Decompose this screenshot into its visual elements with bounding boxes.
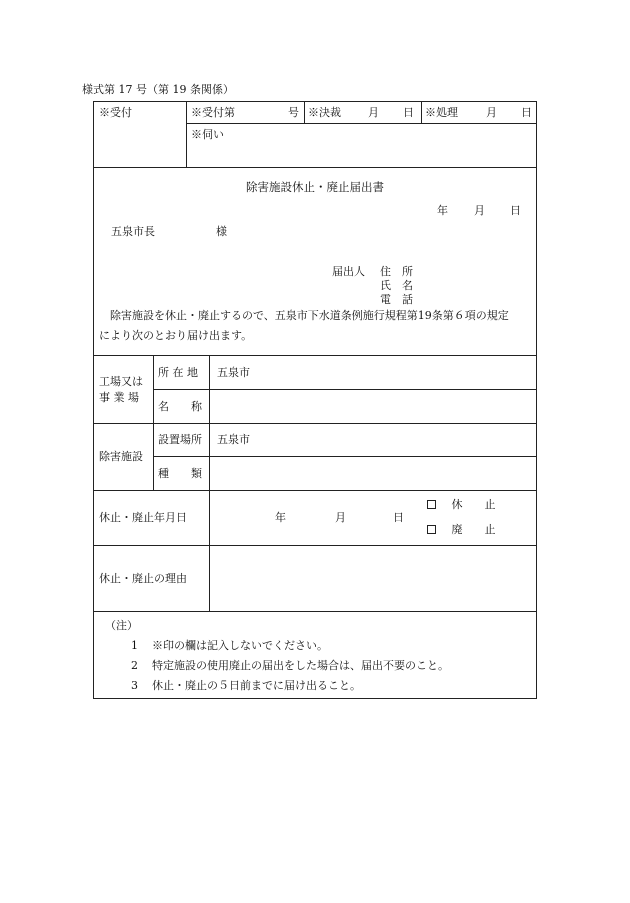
- factory-label-line-2: 事 業 場: [99, 391, 139, 404]
- suspend-checkbox[interactable]: [427, 500, 436, 509]
- receipt-label: ※受付: [99, 106, 132, 119]
- address-label: 住 所: [380, 265, 413, 278]
- installation-label: 設置場所: [158, 433, 202, 446]
- note-3-number: 3: [131, 679, 138, 692]
- note-1-number: 1: [131, 639, 138, 652]
- date-month: 月: [474, 204, 485, 217]
- factory-name-label: 名 称: [158, 400, 202, 413]
- phone-label: 電 話: [380, 293, 413, 306]
- facility-type-label: 種 類: [158, 467, 202, 480]
- name-label: 氏 名: [380, 279, 413, 292]
- note-2-text: 特定施設の使用廃止の届出をした場合は、届出不要のこと。: [152, 659, 449, 672]
- document-title: 除害施設休止・廃止届出書: [246, 180, 384, 194]
- suspend-option[interactable]: [427, 499, 496, 510]
- processing-label: ※処理: [425, 106, 458, 119]
- suspension-year: 年: [275, 511, 286, 524]
- receipt-number-prefix: ※受付第: [191, 106, 235, 119]
- decision-label: ※決裁: [308, 106, 341, 119]
- abolish-option-label: 廃 止: [451, 523, 496, 536]
- form-number: 様式第 17 号（第 19 条関係）: [82, 83, 234, 96]
- reason-label: 休止・廃止の理由: [99, 572, 187, 585]
- note-3-text: 休止・廃止の５日前までに届け出ること。: [152, 679, 361, 692]
- statement-line-1: 除害施設を休止・廃止するので、五泉市下水道条例施行規程第19条第６項の規定: [110, 309, 509, 322]
- location-value[interactable]: 五泉市: [217, 366, 250, 379]
- date-year: 年: [437, 204, 448, 217]
- decision-day: 日: [403, 106, 414, 119]
- installation-value[interactable]: 五泉市: [217, 433, 250, 446]
- note-1-text: ※印の欄は記入しないでください。: [152, 639, 328, 652]
- inquiry-label: ※伺い: [191, 128, 224, 141]
- honorific: 様: [216, 225, 227, 238]
- applicant-label: 届出人: [332, 265, 365, 278]
- facility-label: 除害施設: [99, 450, 143, 463]
- processing-day: 日: [521, 106, 532, 119]
- date-day: 日: [510, 204, 521, 217]
- receipt-number-suffix: 号: [288, 106, 299, 119]
- suspension-month: 月: [335, 511, 346, 524]
- suspension-date-label: 休止・廃止年月日: [99, 511, 187, 524]
- note-2-number: 2: [131, 659, 138, 672]
- location-label: 所 在 地: [158, 366, 198, 379]
- addressee: 五泉市長: [111, 225, 155, 238]
- notes-heading: （注）: [105, 619, 138, 632]
- factory-label-line-1: 工場又は: [99, 375, 143, 388]
- decision-month: 月: [368, 106, 379, 119]
- abolish-option[interactable]: [427, 524, 496, 535]
- statement-line-2: により次のとおり届け出ます。: [99, 329, 253, 342]
- suspension-day: 日: [393, 511, 404, 524]
- abolish-checkbox[interactable]: [427, 525, 436, 534]
- processing-month: 月: [486, 106, 497, 119]
- suspend-option-label: 休 止: [451, 498, 496, 511]
